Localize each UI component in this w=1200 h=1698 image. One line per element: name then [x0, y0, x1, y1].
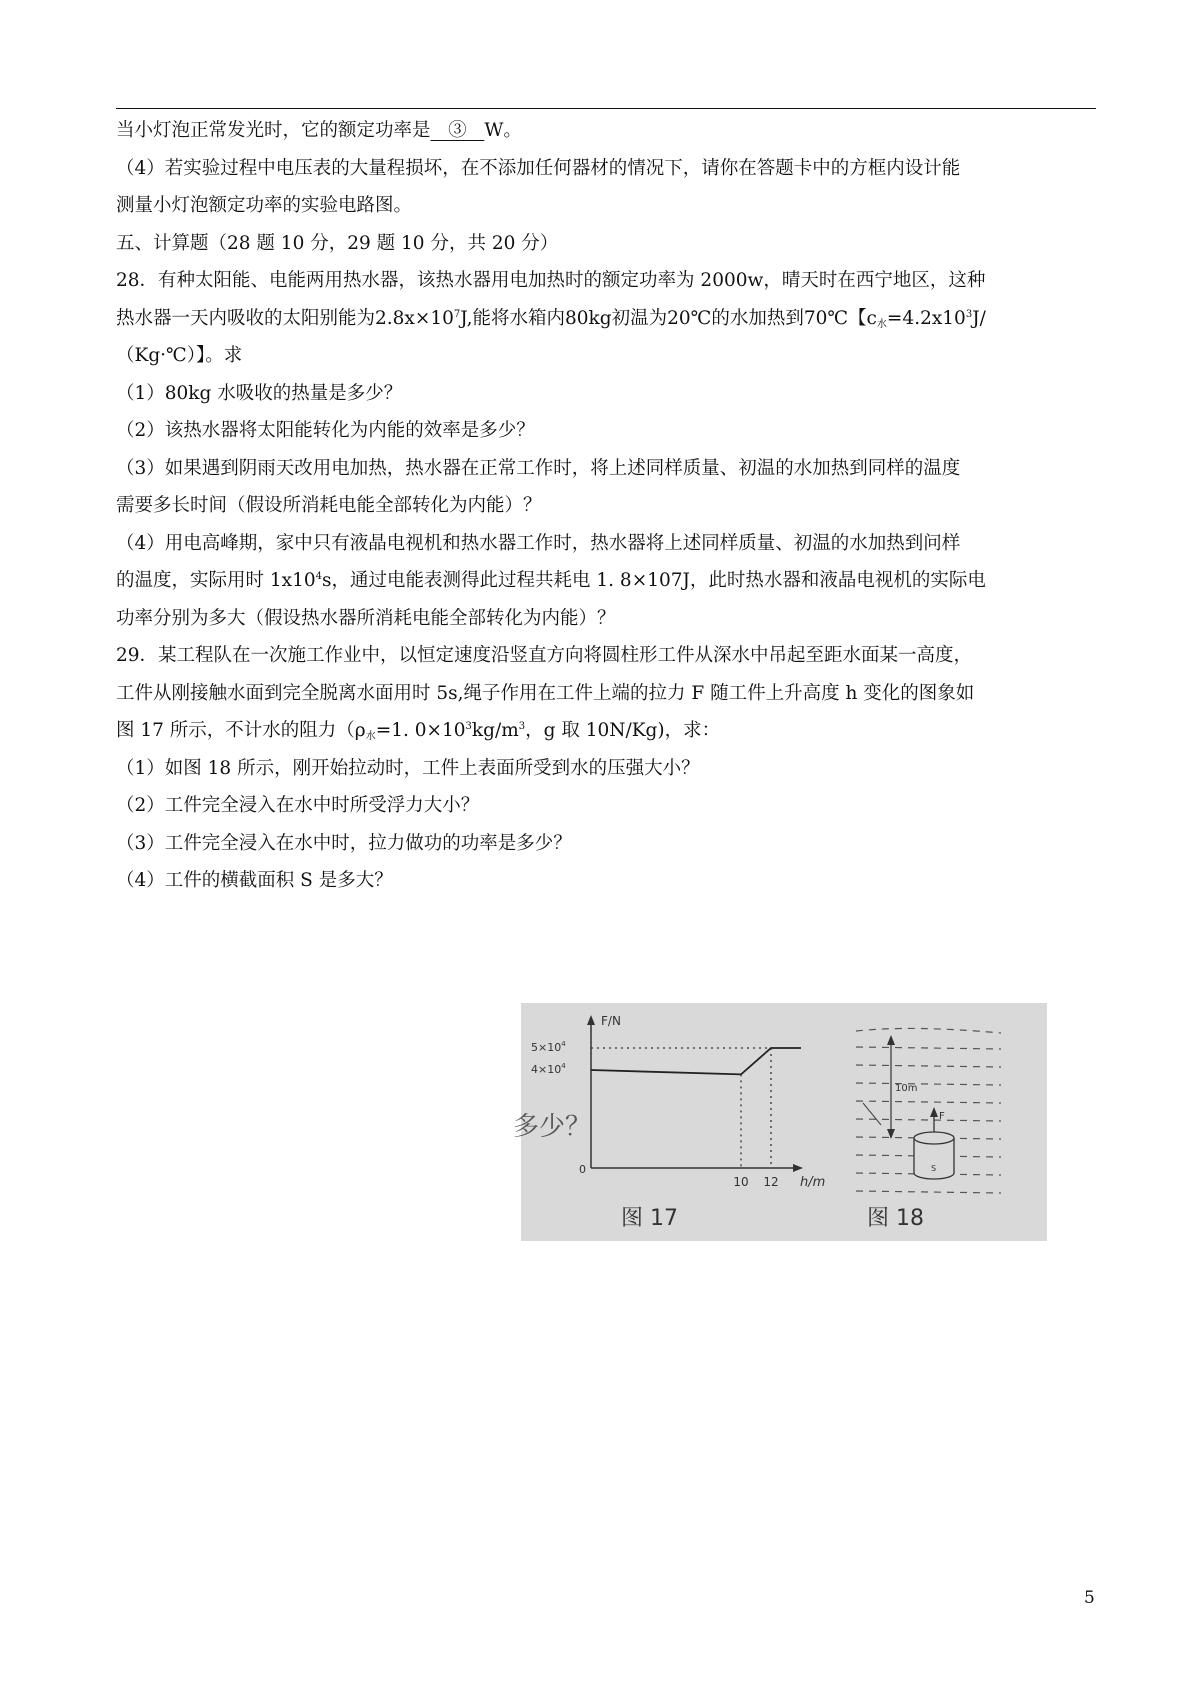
figure-photo [513, 1003, 1047, 1241]
q29-line2: 工件从刚接触水面到完全脱离水面用时 5s,绳子作用在工件上端的拉力 F 随工件上升高度 h 变化的图象如 [116, 682, 975, 704]
q28-exp3: 4 [315, 571, 323, 582]
x-tick-12: 12 [763, 1175, 779, 1189]
q28-l2c: =4.2x10 [886, 307, 966, 329]
x-axis-label: h/m [800, 1175, 826, 1190]
q29-sub2: （2）工件完全浸入在水中时所受浮力大小？ [116, 795, 480, 816]
origin-label: 0 [579, 1163, 586, 1176]
q29-sub3: （3）工件完全浸入在水中时，拉力做功的功率是多少？ [116, 832, 572, 854]
q27-4-line2: 测量小灯泡额定功率的实验电路图。 [116, 195, 413, 216]
q28-line2 [116, 300, 1096, 338]
q29-sub4: （4）工件的横截面积 S 是多大？ [116, 870, 393, 891]
q29-l3b: =1. 0×10 [375, 720, 466, 741]
caption-figure-18: 图 18 [867, 1206, 924, 1231]
q28-sub1: （1）80kg 水吸收的热量是多少？ [116, 382, 403, 404]
q29-line1: 29．某工程队在一次施工作业中，以恒定速度沿竖直方向将圆柱形工件从深水中吊起至距水面某一高度， [116, 645, 973, 666]
q28-sub4-line1: （4）用电高峰期，家中只有液晶电视机和热水器工作时，热水器将上述同样质量、初温的水加热到问样 [116, 532, 961, 554]
q29-line3 [116, 712, 1096, 750]
caption-figure-17: 图 17 [621, 1206, 678, 1231]
answer-blank-3: ③ [430, 120, 485, 141]
figure-18-diagram [856, 1028, 1001, 1231]
y-tick-5e4: $5\times 10^4$ [531, 1040, 566, 1054]
q29-sub-water: 水 [365, 731, 376, 742]
page-number: 5 [1084, 1588, 1095, 1608]
q28-sub2: （2）该热水器将太阳能转化为内能的效率是多少？ [116, 420, 535, 441]
x-axis-arrow [793, 1164, 803, 1172]
y-axis-label: F/N [601, 1014, 621, 1028]
q29-sub1: （1）如图 18 所示，刚开始拉动时，工件上表面所受到水的压强大小？ [116, 757, 700, 779]
q29-exp1: 3 [465, 721, 472, 732]
q28-exp1: 7 [453, 308, 461, 320]
y-axis-arrow [587, 1015, 595, 1025]
q28-exp2: 3 [965, 308, 973, 320]
q28-line1: 28．有种太阳能、电能两用热水器，该热水器用电加热时的额定功率为 2000w，晴天时在西宁地区，这种 [116, 270, 986, 291]
q29-exp2: 3 [518, 721, 526, 732]
x-tick-10: 10 [733, 1175, 749, 1189]
figure-leftover-text: 多少？ [513, 1112, 592, 1142]
q29-l3d: ，g 取 10N/Kg)，求： [525, 720, 721, 741]
q28-line3: （Kg·℃）】。求 [116, 345, 243, 366]
y-tick-4e4: $4\times 10^4$ [531, 1062, 566, 1076]
depth-arrow-top [887, 1035, 895, 1045]
force-label: F [939, 1111, 945, 1122]
q27-4-line1: （4）若实验过程中电压表的大量程损坏，在不添加任何器材的情况下，请你在答题卡中的方框内设计能 [116, 157, 961, 179]
force-height-curve [591, 1048, 801, 1074]
area-label: S [931, 1164, 937, 1173]
question-content [116, 112, 1096, 900]
q27-3-unit: W。 [484, 120, 522, 141]
q28-s4b1: 的温度，实际用时 1x10 [116, 570, 316, 591]
q28-sub3-line1: （3）如果遇到阴雨天改用电加热，热水器在正常工作时，将上述同样质量、初温的水加热到同样的温度 [116, 457, 961, 479]
figure-17-graph [513, 1014, 825, 1231]
depth-label: 10m [895, 1083, 918, 1094]
q28-l2a: 热水器一天内吸收的太阳别能为2.8x×10 [116, 307, 454, 329]
pointer-line [863, 1103, 881, 1125]
q28-s4b2: s，通过电能表测得此过程共耗电 1. 8×107J，此时热水器和液晶电视机的实际电 [322, 570, 986, 591]
q27-3-tail [116, 112, 1096, 150]
q28-sub4-line3: 功率分别为多大（假设热水器所消耗电能全部转化为内能）？ [116, 607, 616, 629]
figure-svg [513, 1003, 1047, 1241]
q28-sub3-line2: 需要多长时间（假设所消耗电能全部转化为内能）？ [116, 495, 542, 516]
q28-l2d: J/ [972, 307, 986, 329]
q29-l3c: kg/m [471, 720, 519, 741]
q27-3-text: 当小灯泡正常发光时，它的额定功率是 [116, 120, 431, 141]
section-title-calc: 五、计算题（28 题 10 分，29 题 10 分，共 20 分） [116, 232, 559, 254]
q28-sub-water: 水 [876, 318, 887, 330]
q28-l2b: J,能将水箱内80kg初温为20℃的水加热到70℃【c [460, 307, 877, 329]
force-arrow-head [930, 1107, 938, 1117]
header-rule [116, 108, 1096, 109]
q28-sub4-line2 [116, 562, 1096, 600]
q29-l3a: 图 17 所示，不计水的阻力（ρ [116, 720, 366, 741]
